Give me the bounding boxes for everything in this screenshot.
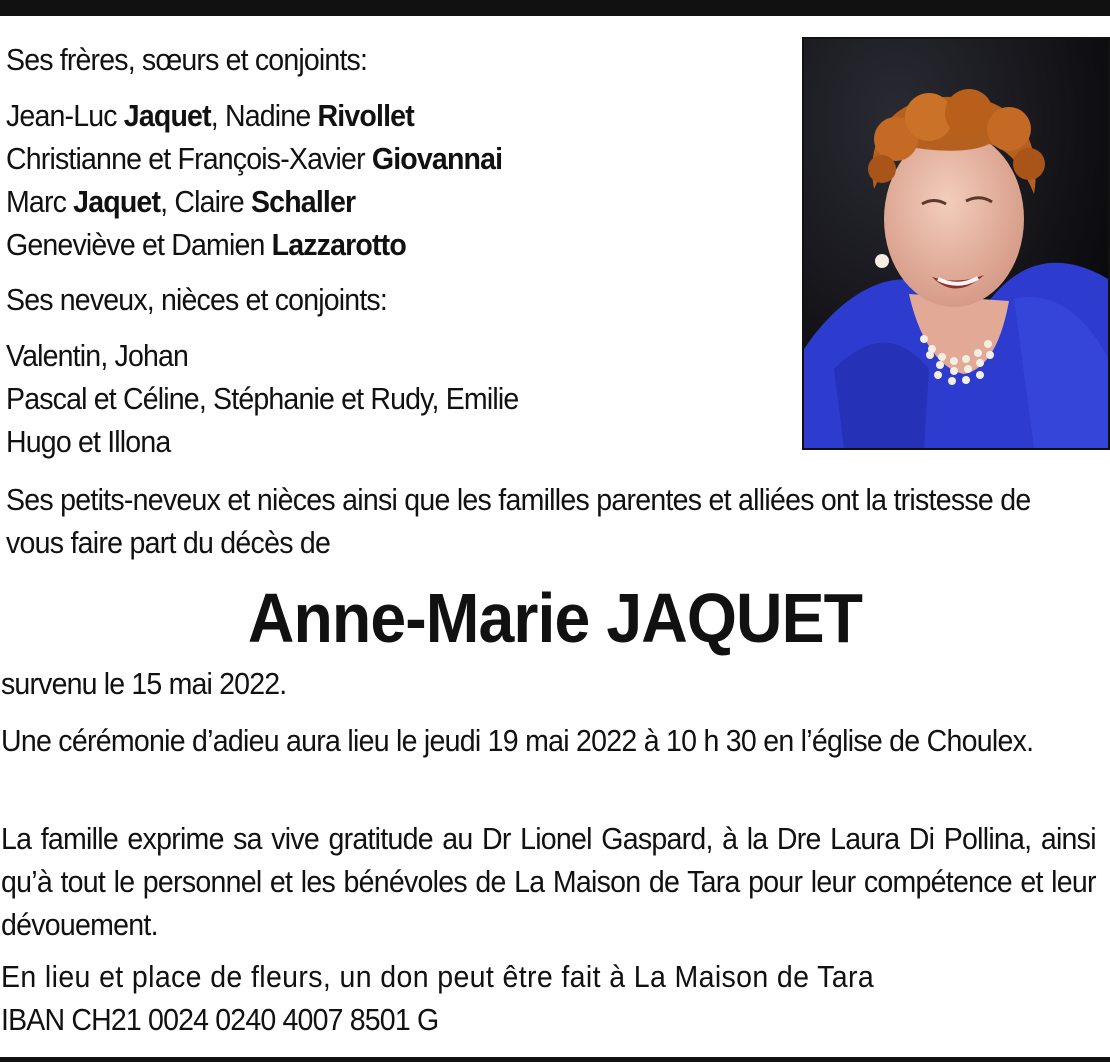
gratitude-text: La famille exprime sa vive gratitude au Dr Lionel Gaspard, à la Dre Laura Di Pollina, ainsi qu’à tout le personnel et les bénévoles de La Maison de Tara pour leur compétence et leur dévouement.: [1, 821, 1096, 942]
nephew-line-1: Valentin, Johan: [6, 338, 189, 373]
siblings-heading: Ses frères, sœurs et conjoints:: [6, 42, 368, 77]
sibling-line-4: [6, 225, 406, 265]
iban-line: IBAN CH21 0024 0240 4007 8501 G: [1, 1002, 439, 1037]
nephew-line-2: Pascal et Céline, Stéphanie et Rudy, Emilie: [6, 381, 519, 416]
ceremony-text: Une cérémonie d’adieu aura lieu le jeudi 19 mai 2022 à 10 h 30 en l’église de Choulex.: [1, 723, 1034, 758]
surname: Lazzarotto: [271, 227, 406, 262]
given-names: Christianne et François-Xavier: [6, 141, 372, 176]
given-names: Jean-Luc: [6, 98, 124, 133]
given-names: Geneviève et Damien: [6, 227, 272, 262]
surname: Giovannai: [371, 141, 503, 176]
nephew-line-3: Hugo et Illona: [6, 424, 171, 459]
announcement-text: Ses petits-neveux et nièces ainsi que les familles parentes et alliées ont la tristesse de vous faire part du décès de: [6, 482, 1031, 560]
sibling-line-1: [6, 96, 414, 136]
surname: Rivollet: [317, 98, 414, 133]
deceased-name: Anne-Marie JAQUET: [247, 579, 863, 657]
surname: Jaquet: [73, 184, 161, 219]
surname: Schaller: [250, 184, 356, 219]
portrait-photo: [802, 37, 1110, 450]
given-names: , Claire: [160, 184, 251, 219]
surname: Jaquet: [123, 98, 211, 133]
donation-line: En lieu et place de fleurs, un don peut être fait à La Maison de Tara: [1, 959, 875, 994]
given-names: , Nadine: [210, 98, 318, 133]
date-line: survenu le 15 mai 2022.: [1, 666, 287, 701]
sibling-line-2: [6, 139, 502, 179]
portrait-illustration: [804, 39, 1108, 448]
given-names: Marc: [6, 184, 74, 219]
top-rule: [0, 0, 1110, 16]
sibling-line-3: [6, 182, 355, 222]
nephews-heading: Ses neveux, nièces et conjoints:: [6, 282, 387, 317]
bottom-rule: [0, 1057, 1110, 1062]
